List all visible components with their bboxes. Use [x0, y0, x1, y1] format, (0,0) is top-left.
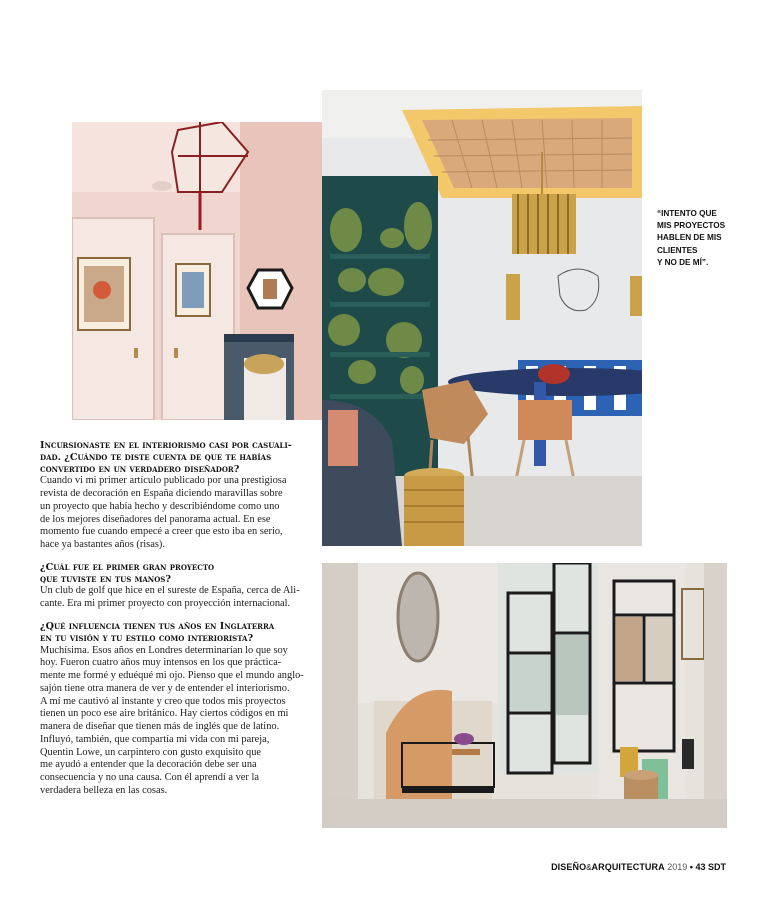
pull-quote [657, 208, 747, 269]
answer-line: hace ya bastantes años (risas). [40, 539, 165, 551]
question-line: que tuviste en tus manos? [40, 573, 171, 585]
answer-line: me ayudó a entender que la decoración debe ser una [40, 759, 257, 771]
question-heading [40, 440, 316, 475]
photo-marble-bathroom [322, 563, 727, 828]
answer-line: revista de decoración en España diciendo maravillas sobre [40, 488, 283, 500]
answer-line: Un club de golf que hice en el sureste de España, cerca de Ali- [40, 585, 300, 597]
section-name: SDT [708, 862, 726, 872]
answer-line: tienen un poco ese aire británico. Hay ciertos códigos en mi [40, 708, 289, 720]
magazine-name-ampersand: & [586, 863, 592, 872]
question-line: en tu visión y tu estilo como interiorista? [40, 632, 254, 644]
question-heading [40, 621, 316, 645]
question-line: dad. ¿Cuándo te diste cuenta de que te habías [40, 451, 272, 463]
qa-block [40, 621, 316, 798]
answer-line: Cuando vi mi primer artículo publicado por una prestigiosa [40, 475, 287, 487]
answer-line: un proyecto que había hecho y describiéndome como uno [40, 500, 280, 512]
question-heading [40, 562, 316, 586]
footer-separator: • [689, 862, 693, 872]
answer-line: hoy. Fueron cuatro años muy intensos en los que práctica- [40, 657, 282, 669]
issue-year: 2019 [667, 862, 688, 872]
answer-line: mente me formé y eduéqué mi ojo. Pienso que el mundo anglo- [40, 670, 304, 682]
pull-quote-line: MIS PROYECTOS [657, 221, 726, 231]
answer-line: A mí me cautivó al instante y creo que todos mis proyectos [40, 695, 286, 707]
answer-paragraph [40, 585, 316, 611]
answer-line: cante. Era mi primer proyecto con proyección internacional. [40, 598, 291, 610]
magazine-name-part1: DISEÑO [551, 862, 587, 872]
answer-line: verdadera belleza en las cosas. [40, 784, 168, 796]
question-line: convertido en un verdadero diseñador? [40, 463, 240, 475]
page-footer [551, 862, 726, 872]
answer-line: Influyó, también, que compartía mi vida con mi pareja, [40, 733, 270, 745]
article-body [40, 440, 316, 808]
answer-line: de los mejores diseñadores del panorama actual. En ese [40, 513, 271, 525]
photo-bathroom [72, 122, 322, 420]
qa-block [40, 562, 316, 611]
question-line: Incursionaste en el interiorismo casi por casuali- [40, 440, 292, 451]
question-line: ¿Qué influencia tienen tus años en Inglaterra [40, 620, 275, 632]
magazine-name-part2: ARQUITECTURA [591, 862, 665, 872]
answer-line: manera de diseñar que tienen más de inglés que de latino. [40, 721, 280, 733]
page-number: 43 [695, 862, 706, 872]
pull-quote-line: Y NO DE MÍ”. [657, 257, 709, 267]
answer-paragraph [40, 645, 316, 798]
pull-quote-line: CLIENTES [657, 245, 698, 255]
answer-line: Quentin Lowe, un carpintero con gusto exquisito que [40, 746, 262, 758]
answer-line: consecuencia y no una causa. Con él aprendí a ver la [40, 772, 259, 784]
answer-line: momento fue cuando empecé a creer que esto iba en serio, [40, 526, 283, 538]
qa-block [40, 440, 316, 552]
answer-line: Muchísima. Esos años en Londres determinarían lo que soy [40, 644, 288, 656]
photo-dining-room [322, 90, 642, 546]
answer-paragraph [40, 475, 316, 552]
pull-quote-line: “INTENTO QUE [657, 209, 717, 218]
question-line: ¿Cuál fue el primer gran proyecto [40, 561, 215, 573]
answer-line: sajón tiene otra manera de ver y de entender el interiorismo. [40, 682, 290, 694]
pull-quote-line: HABLEN DE MIS [657, 233, 722, 243]
